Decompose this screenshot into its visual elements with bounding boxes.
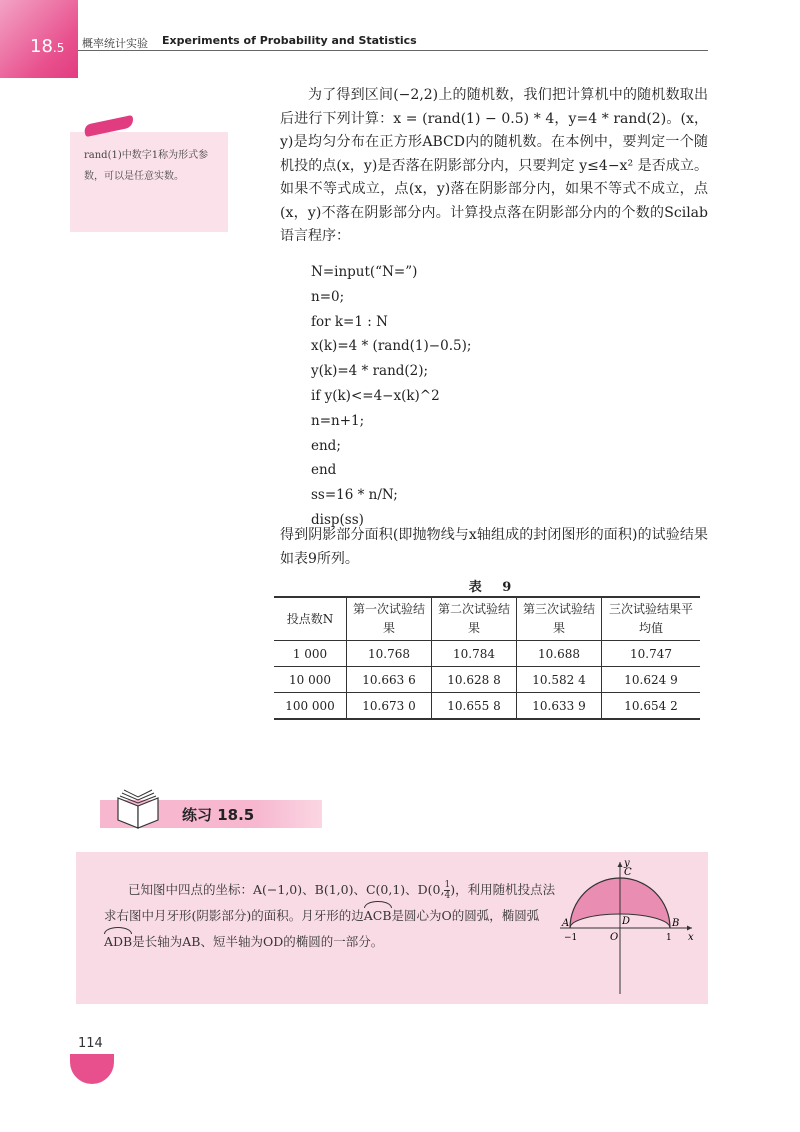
tick-1-label: 1	[666, 933, 672, 943]
table-row	[274, 641, 700, 667]
y-axis-label: y	[624, 858, 630, 869]
code-line: n=0;	[311, 288, 345, 305]
table-cell: 10.784	[432, 641, 517, 667]
table-header-cell: 投点数N	[274, 597, 347, 641]
open-book-icon	[112, 784, 164, 830]
table-cell: 10.655 8	[432, 693, 517, 720]
exercise-text-c: 是圆心为O的圆弧，椭圆弧	[391, 908, 540, 923]
x-axis-label: x	[688, 932, 694, 943]
arc-acb: ACB	[364, 903, 392, 929]
code-line: x(k)=4 * (rand(1)−0.5);	[311, 338, 472, 355]
table-header-cell: 三次试验结果平均值	[602, 597, 701, 641]
body-paragraph-1: 为了得到区间(−2,2)上的随机数，我们把计算机中的随机数取出后进行下列计算：x = (rand(1) − 0.5) * 4，y=4 * rand(2)。(x，y)是均匀分布在正方形ABCD内的随机数。在本例中，要判定一个随机投的点(x，y)是否落在阴影部分内，只要判定 y≤4−x² 是否成立。如果不等式成立，点(x，y)落在阴影部分内，如果不等式不成立，点(x，y)不落在阴影部分内。计算投点落在阴影部分内的个数的Scilab语言程序：	[280, 87, 708, 244]
exercise-text-a: 已知图中四点的坐标：A(−1,0)、B(1,0)、C(0,1)、D(0,	[128, 882, 445, 897]
arc-adb: ADB	[104, 929, 132, 955]
code-line: disp(ss)	[311, 511, 364, 528]
code-line: end;	[311, 437, 341, 454]
point-b-label: B	[672, 918, 680, 929]
code-line: N=input(“N=”)	[311, 264, 418, 280]
point-a-label: A	[562, 918, 570, 929]
exercise-title: 练习 18.5	[182, 806, 255, 824]
table-cell: 10.624 9	[602, 667, 701, 693]
page-number-tab	[70, 1054, 114, 1084]
exercise-text-d: 是长轴为AB、短半轴为OD的椭圆的一部分。	[132, 934, 384, 949]
exercise-text-b: )，利用随机投点法求右图中月牙形(阴影部分)的面积。月牙形的边	[104, 882, 556, 923]
table-row	[274, 667, 700, 693]
exercise-text	[104, 877, 556, 955]
table-header-cell: 第三次试验结果	[517, 597, 602, 641]
scilab-code-block	[311, 260, 691, 533]
table-header-row	[274, 597, 700, 641]
point-c-label: C	[624, 867, 632, 878]
table-cell: 10.654 2	[602, 693, 701, 720]
code-line: for k=1 : N	[311, 313, 388, 330]
section-sub: .5	[52, 41, 65, 55]
code-line: if y(k)<=4−x(k)^2	[311, 387, 440, 404]
header-title-en: Experiments of Probability and Statistics	[162, 34, 417, 47]
section-number	[30, 36, 64, 57]
results-table	[274, 596, 700, 720]
code-line: ss=16 * n/N;	[311, 487, 398, 504]
table-cell: 10 000	[274, 667, 347, 693]
table-row	[274, 693, 700, 720]
table-header-cell: 第一次试验结果	[347, 597, 432, 641]
table-cell: 10.747	[602, 641, 701, 667]
page-number: 114	[78, 1036, 103, 1051]
table-cell: 10.768	[347, 641, 432, 667]
crescent-figure	[560, 856, 700, 996]
table-cell: 10.582 4	[517, 667, 602, 693]
section-main: 18	[30, 36, 53, 57]
code-line: n=n+1;	[311, 412, 365, 429]
origin-label: O	[610, 932, 619, 943]
code-line: y(k)=4 * rand(2);	[311, 363, 429, 380]
point-d-label: D	[622, 916, 631, 927]
fraction-numerator: 1	[444, 880, 451, 890]
code-line: end	[311, 462, 337, 479]
table-cell: 10.633 9	[517, 693, 602, 720]
table-title: 表 9	[468, 580, 520, 595]
table-cell: 10.663 6	[347, 667, 432, 693]
header-rule	[78, 50, 708, 51]
table-cell: 10.628 8	[432, 667, 517, 693]
table-cell: 1 000	[274, 641, 347, 667]
y-axis-arrow	[618, 862, 623, 867]
table-header-cell: 第二次试验结果	[432, 597, 517, 641]
header-title-cn: 概率统计实验	[82, 37, 148, 50]
tick-neg1-label: −1	[564, 933, 578, 943]
x-axis-arrow	[687, 926, 692, 931]
body-paragraph-2: 得到阴影部分面积(即抛物线与x轴组成的封闭图形的面积)的试验结果如表9所列。	[280, 527, 708, 567]
table-cell: 10.673 0	[347, 693, 432, 720]
margin-note-text: rand(1)中数字1称为形式参数，可以是任意实数。	[84, 150, 209, 182]
table-cell: 10.688	[517, 641, 602, 667]
fraction-denominator: 4	[444, 891, 451, 901]
table-cell: 100 000	[274, 693, 347, 720]
